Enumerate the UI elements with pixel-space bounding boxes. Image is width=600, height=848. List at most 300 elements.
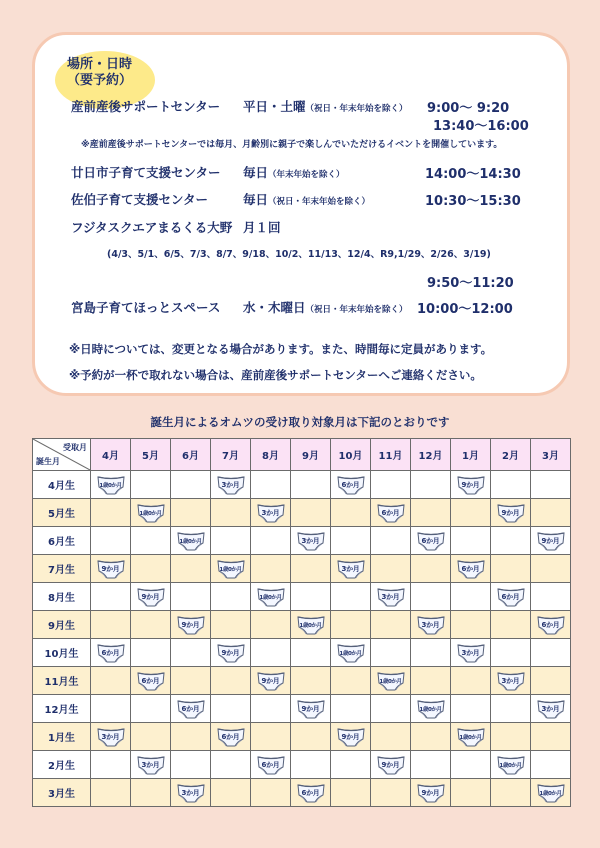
schedule-cell [331,667,371,695]
diaper-age-label: 3か月 [461,648,480,657]
schedule-cell [211,751,251,779]
schedule-cell [131,527,171,555]
diaper-age-label: 9か月 [301,704,320,713]
schedule-cell [451,723,491,751]
schedule-cell [451,779,491,807]
diaper-icon [496,754,526,776]
diaper-icon [296,698,326,720]
schedule-cell [371,723,411,751]
venue-5-name: 宮島子育てほっとスペース [71,300,221,315]
birth-month-label: 12月生 [33,695,91,723]
diaper-icon [176,782,206,804]
schedule-cell [531,751,571,779]
diaper-icon [456,558,486,580]
schedule-cell [171,611,211,639]
schedule-cell [251,779,291,807]
schedule-cell [251,639,291,667]
diaper-age-label: 1歳0か月 [459,734,482,741]
schedule-cell [131,779,171,807]
schedule-cell [531,611,571,639]
badge-line1: 場所・日時 [67,57,133,72]
diaper-age-label: 6か月 [421,536,440,545]
schedule-cell [331,471,371,499]
schedule-cell [491,639,531,667]
birth-month-label: 10月生 [33,639,91,667]
venue-3-days [243,190,370,208]
diaper-age-label: 3か月 [181,788,200,797]
month-header: 8月 [251,439,291,471]
schedule-cell [371,639,411,667]
schedule-cell [171,667,211,695]
venue-1-days-note: （祝日・年末年始を除く） [305,104,408,114]
badge-label [67,57,132,89]
schedule-cell [291,723,331,751]
diaper-age-label: 3か月 [141,760,160,769]
schedule-cell [171,779,211,807]
schedule-cell [91,723,131,751]
diaper-icon [496,586,526,608]
schedule-cell [171,583,211,611]
schedule-cell [531,471,571,499]
diaper-schedule-table [32,438,571,807]
schedule-cell [251,667,291,695]
diaper-icon [216,474,246,496]
diaper-age-label: 1歳0か月 [419,706,442,713]
schedule-cell [491,583,531,611]
diaper-age-label: 9か月 [541,536,560,545]
schedule-cell [451,695,491,723]
diaper-icon [136,754,166,776]
schedule-cell [211,527,251,555]
schedule-cell [91,499,131,527]
diaper-age-label: 6か月 [301,788,320,797]
schedule-cell [171,555,211,583]
schedule-cell [331,779,371,807]
schedule-cell [171,639,211,667]
schedule-cell [491,723,531,751]
schedule-cell [291,499,331,527]
venue-2-name: 廿日市子育て支援センター [71,165,221,180]
venue-4-days: 月１回 [243,220,281,235]
table-row [33,583,571,611]
birth-month-label: 8月生 [33,583,91,611]
schedule-cell [91,639,131,667]
schedule-cell [171,751,211,779]
schedule-cell [411,695,451,723]
schedule-cell [171,527,211,555]
diaper-icon [496,502,526,524]
diaper-age-label: 1歳0か月 [499,762,522,769]
diaper-icon [336,642,366,664]
schedule-cell [491,555,531,583]
schedule-cell [371,471,411,499]
schedule-cell [451,555,491,583]
table-row [33,751,571,779]
table-row [33,499,571,527]
diaper-icon [456,726,486,748]
diaper-icon [256,586,286,608]
schedule-cell [291,611,331,639]
schedule-cell [371,527,411,555]
diaper-icon [296,614,326,636]
birth-month-label: 6月生 [33,527,91,555]
schedule-cell [291,639,331,667]
schedule-cell [491,471,531,499]
diaper-icon [256,502,286,524]
diaper-icon [456,642,486,664]
schedule-cell [251,751,291,779]
diaper-age-label: 6か月 [101,648,120,657]
schedule-cell [411,527,451,555]
diaper-icon [416,614,446,636]
diaper-icon [176,698,206,720]
schedule-cell [451,667,491,695]
schedule-cell [211,723,251,751]
schedule-cell [451,527,491,555]
schedule-cell [491,499,531,527]
schedule-cell [291,751,331,779]
table-row [33,723,571,751]
schedule-cell [411,667,451,695]
schedule-cell [531,555,571,583]
diaper-icon [96,642,126,664]
schedule-cell [491,751,531,779]
schedule-cell [331,499,371,527]
schedule-cell [411,499,451,527]
diaper-age-label: 1歳0か月 [99,482,122,489]
schedule-cell [211,611,251,639]
schedule-cell [451,751,491,779]
birth-month-label: 5月生 [33,499,91,527]
schedule-cell [131,471,171,499]
schedule-cell [251,527,291,555]
schedule-cell [251,583,291,611]
schedule-cell [291,695,331,723]
diaper-age-label: 6か月 [141,676,160,685]
schedule-cell [211,779,251,807]
schedule-cell [371,611,411,639]
schedule-cell [451,639,491,667]
venue-5-days [243,298,408,316]
table-row [33,527,571,555]
schedule-cell [131,751,171,779]
diaper-icon [176,530,206,552]
schedule-cell [531,527,571,555]
diaper-icon [536,698,566,720]
schedule-cell [211,555,251,583]
diaper-icon [96,474,126,496]
diaper-age-label: 9か月 [421,788,440,797]
birth-month-label: 9月生 [33,611,91,639]
schedule-cell [531,695,571,723]
schedule-cell [331,611,371,639]
schedule-cell [411,471,451,499]
birth-month-label: 11月生 [33,667,91,695]
schedule-cell [211,499,251,527]
diaper-age-label: 6か月 [381,508,400,517]
venue-3-days-text: 毎日 [243,192,269,207]
schedule-cell [211,639,251,667]
diaper-age-label: 9か月 [261,676,280,685]
schedule-cell [491,779,531,807]
schedule-cell [371,667,411,695]
schedule-cell [411,583,451,611]
schedule-cell [531,723,571,751]
diaper-icon [376,502,406,524]
month-header: 11月 [371,439,411,471]
schedule-cell [411,611,451,639]
schedule-cell [251,723,291,751]
schedule-cell [451,583,491,611]
diaper-age-label: 3か月 [421,620,440,629]
diaper-icon [416,698,446,720]
diaper-age-label: 9か月 [501,508,520,517]
diaper-icon [336,474,366,496]
diaper-icon [376,754,406,776]
schedule-cell [291,779,331,807]
schedule-cell [411,723,451,751]
schedule-cell [451,611,491,639]
venue-4-name: フジタスクエアまるくる大野 [71,220,233,235]
diaper-age-label: 6か月 [181,704,200,713]
table-row [33,639,571,667]
venue-2-time: 14:00〜14:30 [425,167,521,182]
schedule-cell [91,555,131,583]
diaper-icon [216,642,246,664]
table-row [33,555,571,583]
diaper-age-label: 3か月 [381,592,400,601]
venue-2-days-text: 毎日 [243,165,269,180]
birth-month-label: 4月生 [33,471,91,499]
venue-1-time-1: 9:00〜 9:20 [427,101,510,116]
schedule-cell [291,667,331,695]
schedule-cell [131,667,171,695]
venue-4-time: 9:50〜11:20 [427,276,514,291]
diaper-age-label: 9か月 [341,732,360,741]
schedule-cell [251,611,291,639]
schedule-cell [251,471,291,499]
corner-birth-label: 誕生月 [36,457,60,466]
schedule-cell [291,471,331,499]
diaper-icon [376,670,406,692]
schedule-cell [411,751,451,779]
schedule-cell [371,555,411,583]
schedule-cell [131,723,171,751]
schedule-cell [211,583,251,611]
schedule-cell [411,639,451,667]
schedule-cell [491,611,531,639]
schedule-cell [411,555,451,583]
schedule-cell [91,779,131,807]
month-header: 1月 [451,439,491,471]
diaper-icon [456,474,486,496]
diaper-age-label: 1歳0か月 [379,678,402,685]
table-caption: 誕生月によるオムツの受け取り対象月は下記のとおりです [150,415,450,429]
schedule-cell [331,695,371,723]
schedule-cell [211,667,251,695]
diaper-icon [416,530,446,552]
schedule-cell [251,555,291,583]
diaper-age-label: 1歳0か月 [539,790,562,797]
table-row [33,471,571,499]
diaper-age-label: 9か月 [221,648,240,657]
schedule-cell [291,555,331,583]
diaper-age-label: 3か月 [101,732,120,741]
schedule-cell [131,695,171,723]
diaper-icon [96,558,126,580]
schedule-cell [411,779,451,807]
note-contact-center: ※予約が一杯で取れない場合は、産前産後サポートセンターへご連絡ください。 [69,368,482,382]
diaper-icon [336,558,366,580]
diaper-icon [216,558,246,580]
table-row [33,779,571,807]
schedule-cell [371,751,411,779]
venue-1-days-text: 平日・土曜 [243,99,306,114]
diaper-age-label: 9か月 [381,760,400,769]
diaper-icon [416,782,446,804]
venue-info-panel [32,32,570,396]
table-body [33,471,571,807]
schedule-cell [331,527,371,555]
schedule-cell [371,583,411,611]
schedule-cell [131,583,171,611]
diaper-icon [536,614,566,636]
diaper-age-label: 1歳0か月 [139,510,162,517]
schedule-cell [171,471,211,499]
schedule-cell [91,751,131,779]
schedule-cell [91,695,131,723]
schedule-cell [91,583,131,611]
diaper-age-label: 1歳0か月 [259,594,282,601]
schedule-cell [531,639,571,667]
birth-month-label: 7月生 [33,555,91,583]
schedule-cell [531,583,571,611]
schedule-cell [491,695,531,723]
diaper-icon [536,782,566,804]
diaper-icon [216,726,246,748]
birth-month-label: 1月生 [33,723,91,751]
birth-month-label: 3月生 [33,779,91,807]
month-header: 6月 [171,439,211,471]
venue-1-note: ※産前産後サポートセンターでは毎月、月齢別に親子で楽しんでいただけるイベントを開催しています。 [81,140,503,150]
table-row [33,695,571,723]
schedule-cell [251,499,291,527]
schedule-cell [91,667,131,695]
schedule-cell [371,499,411,527]
schedule-cell [91,611,131,639]
table-header-row [33,439,571,471]
schedule-cell [91,527,131,555]
schedule-cell [131,611,171,639]
month-header: 9月 [291,439,331,471]
venue-3-days-note: （祝日・年末年始を除く） [268,197,371,207]
venue-5-time: 10:00〜12:00 [417,302,513,317]
diaper-age-label: 1歳0か月 [179,538,202,545]
schedule-cell [251,695,291,723]
diaper-age-label: 9か月 [461,480,480,489]
diaper-age-label: 6か月 [261,760,280,769]
schedule-cell [451,499,491,527]
table-row [33,611,571,639]
month-header: 10月 [331,439,371,471]
diaper-age-label: 9か月 [141,592,160,601]
diaper-icon [136,586,166,608]
schedule-cell [531,779,571,807]
diaper-age-label: 6か月 [541,620,560,629]
diaper-icon [536,530,566,552]
venue-2-days-note: （年末年始を除く） [268,170,345,180]
schedule-cell [291,583,331,611]
diaper-age-label: 3か月 [541,704,560,713]
venue-1-time-2: 13:40〜16:00 [433,119,529,134]
month-header: 7月 [211,439,251,471]
venue-2-days [243,163,345,181]
month-header: 4月 [91,439,131,471]
diaper-age-label: 6か月 [461,564,480,573]
diaper-age-label: 1歳0か月 [299,622,322,629]
diaper-icon [376,586,406,608]
diaper-age-label: 3か月 [261,508,280,517]
venue-5-days-note: （祝日・年末年始を除く） [305,305,408,315]
venue-5-days-text: 水・木曜日 [243,300,306,315]
schedule-cell [331,583,371,611]
diaper-icon [256,754,286,776]
month-header: 3月 [531,439,571,471]
schedule-cell [331,723,371,751]
schedule-cell [291,527,331,555]
schedule-cell [171,499,211,527]
diaper-age-label: 6か月 [221,732,240,741]
schedule-cell [91,471,131,499]
venue-4-dates: (4/3、5/1、6/5、7/3、8/7、9/18、10/2、11/13、12/4、R9,1/29、2/26、3/19) [107,249,491,260]
diaper-age-label: 9か月 [101,564,120,573]
schedule-cell [211,695,251,723]
venue-1-name: 産前産後サポートセンター [71,99,221,114]
corner-receive-label: 受取月 [63,443,87,452]
diaper-age-label: 1歳0か月 [339,650,362,657]
venue-3-name: 佐伯子育て支援センター [71,192,209,207]
diaper-icon [296,782,326,804]
schedule-cell [491,667,531,695]
diaper-icon [336,726,366,748]
schedule-cell [371,779,411,807]
diaper-icon [96,726,126,748]
schedule-cell [451,471,491,499]
diaper-age-label: 6か月 [501,592,520,601]
birth-month-label: 2月生 [33,751,91,779]
month-header: 2月 [491,439,531,471]
diaper-age-label: 3か月 [221,480,240,489]
schedule-cell [131,639,171,667]
diaper-age-label: 1歳0か月 [219,566,242,573]
schedule-cell [171,695,211,723]
schedule-cell [331,751,371,779]
diaper-icon [136,670,166,692]
schedule-cell [491,527,531,555]
schedule-cell [331,555,371,583]
schedule-cell [331,639,371,667]
schedule-cell [131,499,171,527]
schedule-cell [531,499,571,527]
schedule-cell [211,471,251,499]
diaper-age-label: 6か月 [341,480,360,489]
schedule-cell [371,695,411,723]
table-row [33,667,571,695]
diaper-age-label: 3か月 [501,676,520,685]
diaper-icon [256,670,286,692]
note-schedule-change: ※日時については、変更となる場合があります。また、時間毎に定員があります。 [69,342,493,356]
diaper-icon [496,670,526,692]
